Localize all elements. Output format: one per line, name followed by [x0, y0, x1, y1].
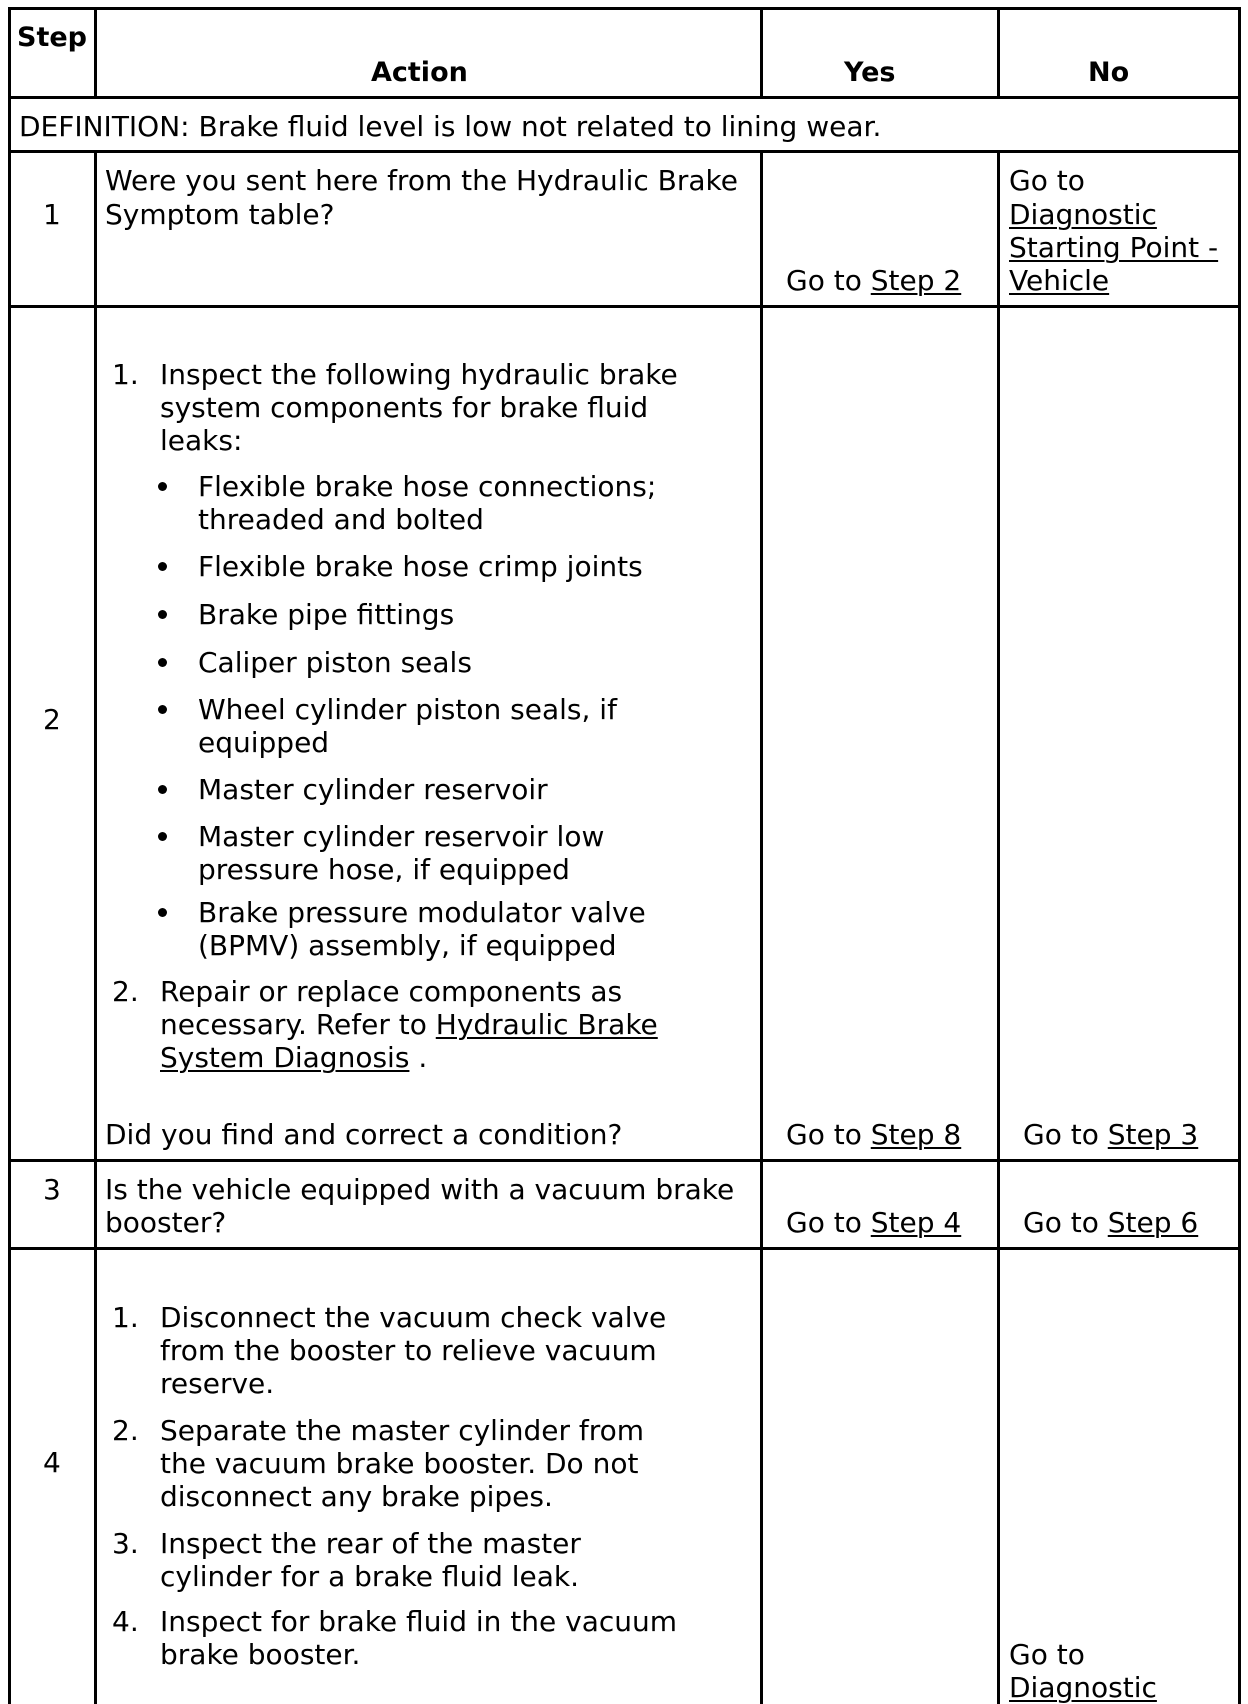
bullet-item-text: Caliper piston seals: [198, 646, 472, 679]
list-number: 2.: [112, 1414, 139, 1447]
row2-divider: [8, 1159, 1241, 1162]
bullet-icon: [158, 832, 167, 841]
bullet-item-text: Wheel cylinder piston seals, if: [198, 693, 617, 726]
bullet-item-text: pressure hose, if equipped: [198, 853, 570, 886]
bullet-item-text: Master cylinder reservoir low: [198, 820, 605, 853]
row3-step-number: 3: [43, 1173, 61, 1206]
go-to-text: Go to: [786, 1118, 862, 1151]
step-4-link[interactable]: Step 4: [870, 1206, 962, 1239]
row2-yes-cell: [786, 1118, 961, 1151]
row2-step-number: 2: [43, 703, 61, 736]
col-divider-action-body: [760, 150, 763, 1704]
list-item-text: system components for brake fluid: [160, 391, 649, 424]
bullet-icon: [158, 908, 167, 917]
row3-action-line: booster?: [105, 1206, 227, 1239]
bullet-item-text: Brake pressure modulator valve: [198, 896, 646, 929]
row4-no-go-to: Go to: [1009, 1638, 1085, 1671]
list-item-text: disconnect any brake pipes.: [160, 1480, 553, 1513]
hydraulic-brake-system-diagnosis-link[interactable]: System Diagnosis: [160, 1041, 410, 1074]
list-number: 2.: [112, 975, 139, 1008]
go-to-text: Go to: [786, 1206, 862, 1239]
bullet-icon: [158, 482, 167, 491]
list-item-text: [160, 1041, 427, 1074]
period-text: .: [418, 1041, 428, 1074]
step-8-link[interactable]: Step 8: [870, 1118, 962, 1151]
header-divider: [8, 96, 1241, 99]
hydraulic-brake-system-diagnosis-link[interactable]: Hydraulic Brake: [435, 1008, 658, 1041]
list-number: 1.: [112, 1301, 139, 1334]
bullet-icon: [158, 785, 167, 794]
table-border-right-lower: [1238, 150, 1241, 1704]
bullet-item-text: Flexible brake hose crimp joints: [198, 550, 643, 583]
list-item-text: brake booster.: [160, 1638, 361, 1671]
row3-divider: [8, 1247, 1241, 1250]
bullet-item-text: (BPMV) assembly, if equipped: [198, 929, 617, 962]
header-no: No: [1088, 57, 1130, 88]
bullet-item-text: Brake pipe fittings: [198, 598, 455, 631]
diagnostic-starting-point-link[interactable]: Diagnostic: [1009, 198, 1157, 231]
table-border-top: [8, 7, 1241, 10]
row4-step-number: 4: [43, 1446, 61, 1479]
row1-yes-cell: [786, 264, 961, 297]
row1-action-line: Were you sent here from the Hydraulic Brake: [105, 164, 738, 197]
row2-no-cell: [1023, 1118, 1198, 1151]
list-number: 3.: [112, 1527, 139, 1560]
refer-to-text: necessary. Refer to: [160, 1008, 427, 1041]
col-divider-step: [94, 7, 97, 99]
list-item-text: the vacuum brake booster. Do not: [160, 1447, 639, 1480]
list-item-text: Repair or replace components as: [160, 975, 623, 1008]
go-to-text: Go to: [786, 264, 862, 297]
bullet-item-text: threaded and bolted: [198, 503, 484, 536]
list-item-text: Separate the master cylinder from: [160, 1414, 645, 1447]
list-item-text: Inspect the rear of the master: [160, 1527, 581, 1560]
diagnostic-starting-point-link[interactable]: Vehicle: [1009, 264, 1110, 297]
go-to-text: Go to: [1023, 1118, 1099, 1151]
list-item-text: Inspect for brake fluid in the vacuum: [160, 1605, 678, 1638]
bullet-icon: [158, 705, 167, 714]
list-item-text: Disconnect the vacuum check valve: [160, 1301, 667, 1334]
list-item-text: cylinder for a brake fluid leak.: [160, 1560, 580, 1593]
bullet-item-text: equipped: [198, 726, 330, 759]
list-item-text: leaks:: [160, 424, 243, 457]
list-item-text: [160, 1008, 658, 1041]
bullet-icon: [158, 610, 167, 619]
list-item-text: from the booster to relieve vacuum: [160, 1334, 657, 1367]
bullet-item-text: Master cylinder reservoir: [198, 773, 548, 806]
row1-divider: [8, 305, 1241, 308]
row2-question: Did you find and correct a condition?: [105, 1118, 623, 1151]
table-border-right: [1238, 7, 1241, 153]
diagnostic-link[interactable]: Diagnostic: [1009, 1671, 1157, 1704]
row3-yes-cell: [786, 1206, 961, 1239]
col-divider-action: [760, 7, 763, 99]
bullet-icon: [158, 658, 167, 667]
definition-text: DEFINITION: Brake fluid level is low not related to lining wear.: [19, 110, 882, 143]
diagnostic-starting-point-link[interactable]: Starting Point -: [1009, 231, 1219, 264]
header-step: Step: [17, 22, 87, 53]
list-number: 4.: [112, 1605, 139, 1638]
col-divider-step-body: [94, 150, 97, 1704]
row3-no-cell: [1023, 1206, 1198, 1239]
table-border-left: [8, 7, 11, 1704]
list-item-text: reserve.: [160, 1367, 275, 1400]
bullet-item-text: Flexible brake hose connections;: [198, 470, 657, 503]
col-divider-yes: [997, 7, 1000, 99]
bullet-icon: [158, 562, 167, 571]
row1-action-line: Symptom table?: [105, 198, 335, 231]
step-2-link[interactable]: Step 2: [870, 264, 962, 297]
go-to-text: Go to: [1023, 1206, 1099, 1239]
list-number: 1.: [112, 358, 139, 391]
header-action: Action: [371, 57, 468, 88]
header-yes: Yes: [844, 57, 896, 88]
definition-divider: [8, 150, 1241, 153]
col-divider-yes-body: [997, 150, 1000, 1704]
row1-step-number: 1: [43, 198, 61, 231]
step-6-link[interactable]: Step 6: [1107, 1206, 1199, 1239]
step-3-link[interactable]: Step 3: [1107, 1118, 1199, 1151]
row3-action-line: Is the vehicle equipped with a vacuum brake: [105, 1173, 735, 1206]
row1-no-go-to: Go to: [1009, 164, 1085, 197]
list-item-text: Inspect the following hydraulic brake: [160, 358, 678, 391]
